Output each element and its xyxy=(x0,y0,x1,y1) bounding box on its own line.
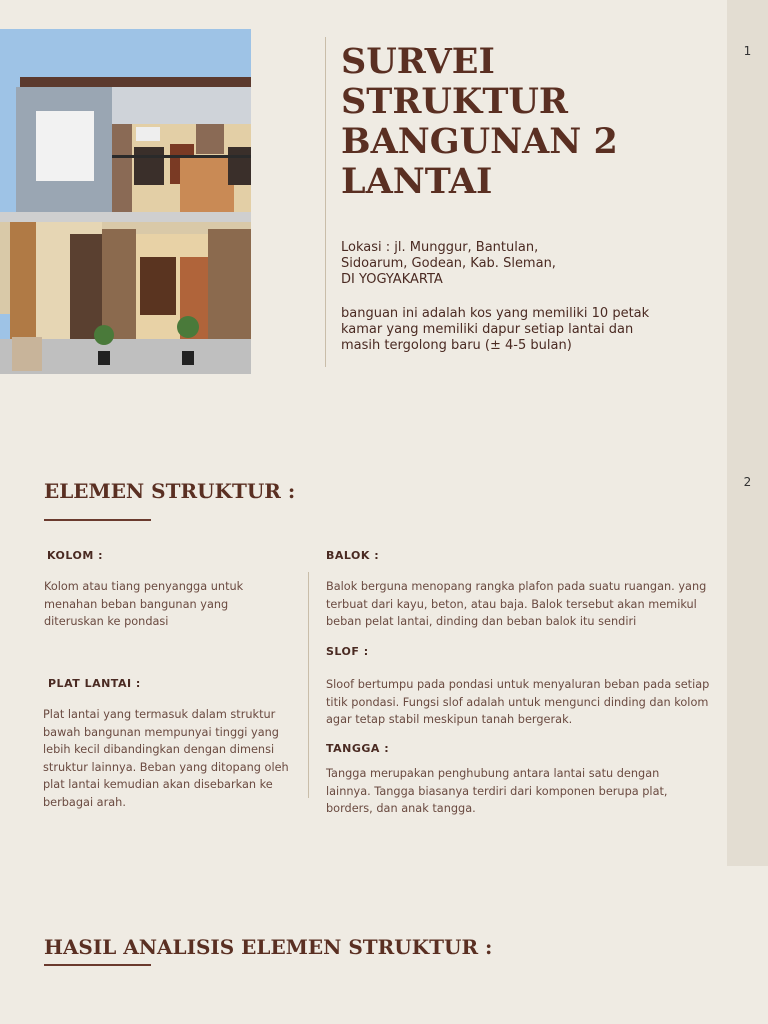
building-description: banguan ini adalah kos yang memiliki 10 petak kamar yang memiliki dapur setiap lantai dan masih tergolong baru (± 4-5 bulan) xyxy=(341,306,650,353)
location-text: Lokasi : jl. Munggur, Bantulan, Sidoarum, Godean, Kab. Sleman, DI YOGYAKARTA xyxy=(341,240,556,287)
kolom-label: KOLOM : xyxy=(47,549,104,562)
plat-lantai-label: PLAT LANTAI : xyxy=(48,677,141,690)
analysis-heading: HASIL ANALISIS ELEMEN STRUKTUR : xyxy=(44,935,493,959)
elements-heading: ELEMEN STRUKTUR : xyxy=(44,479,296,503)
page-sidebar xyxy=(727,0,768,866)
balok-text: Balok berguna menopang rangka plafon pada suatu ruangan. yang terbuat dari kayu, beton, atau baja. Balok tersebut akan memikul beban pelat lantai, dinding dan beban balok itu sendiri xyxy=(326,580,707,628)
elements-heading-underline xyxy=(44,519,151,521)
slof-text: Sloof bertumpu pada pondasi untuk menyaluran beban pada setiap titik pondasi. Fungsi slof adalah untuk mengunci dinding dan kolom agar tetap stabil meskipun tanah bergerak. xyxy=(326,678,710,726)
kolom-text: Kolom atau tiang penyangga untuk menahan beban bangunan yang diteruskan ke pondasi xyxy=(44,580,244,628)
header-divider xyxy=(325,37,326,367)
column-divider xyxy=(308,572,309,798)
tangga-text: Tangga merupakan penghubung antara lantai satu dengan lainnya. Tangga biasanya terdiri dari komponen berupa plat, borders, dan anak tangga. xyxy=(326,767,668,815)
page-number-1: 1 xyxy=(743,44,752,58)
analysis-heading-underline xyxy=(44,964,151,966)
slof-label: SLOF : xyxy=(326,645,369,658)
page-number-2: 2 xyxy=(743,475,752,489)
plat-lantai-text: Plat lantai yang termasuk dalam struktur bawah bangunan mempunyai tinggi yang lebih kecil dibandingkan dengan dimensi struktur lainnya. Beban yang ditopang oleh plat lantai kemudian akan disebarkan ke berbagai arah. xyxy=(43,708,289,809)
page-title: SURVEI STRUKTUR BANGUNAN 2 LANTAI xyxy=(341,41,618,202)
tangga-label: TANGGA : xyxy=(326,742,390,755)
balok-label: BALOK : xyxy=(326,549,380,562)
building-photo xyxy=(0,29,251,374)
